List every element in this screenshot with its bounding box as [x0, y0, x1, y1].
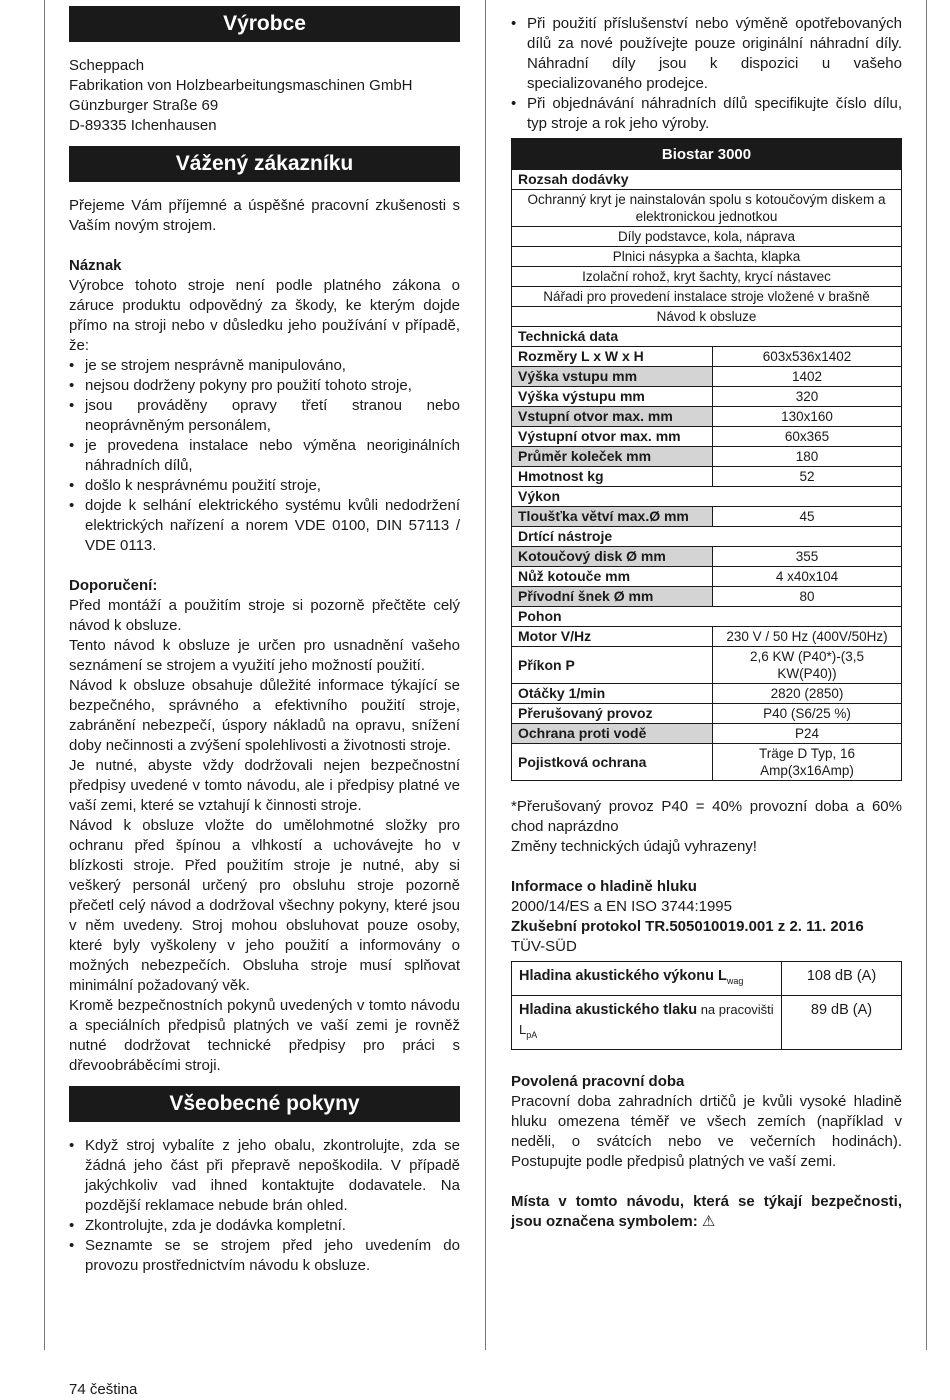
table-row [512, 962, 902, 996]
notice-list [69, 356, 460, 556]
table-row [512, 627, 902, 647]
spec-label: Pojistková ochrana [512, 744, 713, 781]
scope-heading: Rozsah dodávky [512, 170, 902, 190]
drive-heading: Pohon [512, 607, 902, 627]
spec-label: Průměr koleček mm [512, 447, 713, 467]
general-list [69, 1136, 460, 1276]
scope-item: Izolační rohož, kryt šachty, krycí nástavec [512, 267, 902, 287]
spec-value: 130x160 [713, 407, 902, 427]
table-row [512, 467, 902, 487]
table-row [512, 684, 902, 704]
noise-pressure-suffix: na pracovišti L [519, 1001, 774, 1037]
table-row [512, 367, 902, 387]
spec-note: Změny technických údajů vyhrazeny! [511, 838, 757, 855]
recommendation-paragraph: Kromě bezpečnostních pokynů uvedených v tomto návodu a speciálních předpisů platných ve vaší zemi je rovněž nutné dodržovat technické předpisy pro práci s dřevoobráběcími stroji. [69, 997, 460, 1074]
list-item: • Zkontrolujte, zda je dodávka kompletní. [69, 1216, 460, 1236]
table-row [512, 407, 902, 427]
table-row [512, 347, 902, 367]
spec-value: 230 V / 50 Hz (400V/50Hz) [713, 627, 902, 647]
table-row [512, 744, 902, 781]
list-item: • Při objednávání náhradních dílů specifikujte číslo dílu, typ stroje a rok jeho výroby. [511, 94, 902, 134]
spec-value: P24 [713, 724, 902, 744]
noise-power-sub: wag [726, 975, 744, 986]
table-row [512, 427, 902, 447]
tools-heading: Drtící nástroje [512, 527, 902, 547]
spec-value: 2,6 KW (P40*)-(3,5 KW(P40)) [713, 647, 902, 684]
scope-item: Návod k obsluze [512, 307, 902, 327]
spec-label: Otáčky 1/min [512, 684, 713, 704]
recommendation-heading: Doporučení: [69, 577, 158, 594]
page-footer: 74 čeština [69, 1381, 138, 1398]
list-item: • nejsou dodrženy pokyny pro použití tohoto stroje, [69, 376, 460, 396]
recommendation-paragraph: Je nutné, abyste vždy dodržovali nejen bezpečnostní předpisy uvedené v tomto návodu, ale i předpisy platné ve vaší zemi, které se vztahují k činnosti stroje. [69, 757, 460, 814]
noise-pressure-sub: pA [526, 1029, 538, 1040]
worktime-text: Pracovní doba zahradních drtičů je kvůli vysoké hladině hluku omezena téměř ve všech zemích (například v neděli, o svátcích nebo ve večerních hodinách). Postupujte podle předpisů platných ve vaší zemi. [511, 1092, 902, 1170]
spec-value: 45 [713, 507, 902, 527]
general-heading: Všeobecné pokyny [69, 1086, 460, 1122]
spec-note: *Přerušovaný provoz P40 = 40% provozní doba a 60% chod naprázdno [511, 798, 902, 835]
list-item: • Při použití příslušenství nebo výměně opotřebovaných dílů za nové používejte pouze originální náhradní díly. Náhradní díly jsou k dispozici u vašeho specializovaného prodejce. [511, 14, 902, 94]
spec-table [511, 138, 902, 781]
list-item: • je provedena instalace nebo výměna neoriginálních náhradních dílů, [69, 436, 460, 476]
list-item: • je se strojem nesprávně manipulováno, [69, 356, 460, 376]
spec-label: Tloušťka větví max.Ø mm [512, 507, 713, 527]
notice-heading: Náznak [69, 257, 122, 274]
spec-label: Motor V/Hz [512, 627, 713, 647]
noise-protocol: Zkušební protokol TR.505010019.001 z 2. 11. 2016 [511, 918, 864, 935]
list-item: • Seznamte se se strojem před jeho uvedením do provozu prostřednictvím návodu k obsluze. [69, 1236, 460, 1276]
left-column [69, 6, 460, 1276]
spec-value: P40 (S6/25 %) [713, 704, 902, 724]
list-item: • došlo k nesprávnému použití stroje, [69, 476, 460, 496]
noise-power-label-text: Hladina akustického výkonu L [519, 968, 727, 984]
spec-value: 80 [713, 587, 902, 607]
right-margin-line [926, 0, 927, 1350]
scope-item: Nářadi pro provedení instalace stroje vložené v brašně [512, 287, 902, 307]
noise-pressure-label-text: Hladina akustického tlaku [519, 1001, 698, 1018]
manufacturer-address [69, 56, 460, 136]
recommendation-paragraph: Návod k obsluze obsahuje důležité informace týkající se bezpečného, správného a efektivního použití stroje, zabránění nebezpečí, úspory nákladů na opravu, snížení doby nečinnosti a zvýšení spolehlivosti a životnosti stroje. [69, 677, 460, 754]
list-item: • dojde k selhání elektrického systému kvůli nedodržení elektrických nařízení a norem VDE 0100, DIN 57113 / VDE 0113. [69, 496, 460, 556]
table-row [512, 587, 902, 607]
customer-text: Přejeme Vám příjemné a úspěšné pracovní zkušenosti s Vaším novým strojem. [69, 197, 460, 234]
tech-heading: Technická data [512, 327, 902, 347]
safety-note: Místa v tomto návodu, která se týkají bezpečnosti, jsou označena symbolem: ⚠ [511, 1192, 902, 1230]
spec-value: 180 [713, 447, 902, 467]
noise-power-label [512, 962, 782, 996]
spec-label: Nůž kotouče mm [512, 567, 713, 587]
noise-table [511, 961, 902, 1050]
notice-intro: Výrobce tohoto stroje není podle platného zákona o záruce produktu odpovědný za škody, ke kterým dojde přímo na stroji nebo v důsledku jeho používání v případě, že: [69, 277, 460, 354]
left-margin-line [44, 0, 45, 1350]
table-row [512, 547, 902, 567]
power-heading: Výkon [512, 487, 902, 507]
table-row [512, 567, 902, 587]
noise-standard: 2000/14/ES a EN ISO 3744:1995 [511, 898, 732, 915]
spec-label: Hmotnost kg [512, 467, 713, 487]
spec-table-title: Biostar 3000 [512, 139, 902, 170]
scope-item: Díly podstavce, kola, náprava [512, 227, 902, 247]
address-line: Fabrikation von Holzbearbeitungsmaschinen GmbH [69, 77, 413, 94]
spec-label: Přívodní šnek Ø mm [512, 587, 713, 607]
scope-item: Ochranný kryt je nainstalován spolu s kotoučovým diskem a elektronickou jednotkou [512, 190, 902, 227]
table-row [512, 507, 902, 527]
table-row [512, 447, 902, 467]
spec-value: 4 x40x104 [713, 567, 902, 587]
scope-item: Plnici násypka a šachta, klapka [512, 247, 902, 267]
noise-pressure-label [512, 995, 782, 1049]
right-column [511, 14, 902, 1232]
manufacturer-heading: Výrobce [69, 6, 460, 42]
list-item: • jsou prováděny opravy třetí stranou nebo neoprávněným personálem, [69, 396, 460, 436]
table-row [512, 724, 902, 744]
spec-label: Výška výstupu mm [512, 387, 713, 407]
noise-pressure-value: 89 dB (A) [782, 995, 902, 1049]
spec-label: Přerušovaný provoz [512, 704, 713, 724]
recommendation-paragraph: Návod k obsluze vložte do umělohmotné složky pro ochranu před špínou a vlhkostí a uchovávejte ho v blízkosti stroje. Před použitím stroje je nutné, aby si veškerý personál určený pro obsluhu stroje pozorně přečetl celý návod a dodržoval všechny pokyny, které jsou v něm uvedeny. Stroj mohou obsluhovat pouze osoby, které byly vyškoleny v jeho použití a informovány o možných nebezpečích. Obsluha stroje musí splňovat minimální požadovaný věk. [69, 817, 460, 994]
spec-value: 1402 [713, 367, 902, 387]
address-line: Scheppach [69, 57, 145, 74]
spec-label: Kotoučový disk Ø mm [512, 547, 713, 567]
center-divider-line [485, 0, 486, 1350]
address-line: D-89335 Ichenhausen [69, 117, 217, 134]
recommendation-paragraph: Před montáží a použitím stroje si pozorně přečtěte celý návod k obsluze. [69, 597, 460, 634]
table-row [512, 704, 902, 724]
spec-label: Výška vstupu mm [512, 367, 713, 387]
spec-value: Träge D Typ, 16 Amp(3x16Amp) [713, 744, 902, 781]
noise-power-value: 108 dB (A) [782, 962, 902, 996]
list-item: • Když stroj vybalíte z jeho obalu, zkontrolujte, zda se žádná jeho část při přepravě nepoškodila. V případě jakýchkoliv vad ihned kontaktujte dodavatele. Na pozdější reklamace nebude brán ohled. [69, 1136, 460, 1216]
table-row [512, 387, 902, 407]
spec-label: Výstupní otvor max. mm [512, 427, 713, 447]
customer-heading: Vážený zákazníku [69, 146, 460, 182]
recommendation-paragraph: Tento návod k obsluze je určen pro usnadnění vašeho seznámení se strojem a využití jeho možností použití. [69, 637, 460, 674]
spec-label: Rozměry L x W x H [512, 347, 713, 367]
spare-parts-list [511, 14, 902, 134]
spec-value: 2820 (2850) [713, 684, 902, 704]
noise-authority: TÜV-SÜD [511, 938, 577, 955]
spec-value: 60x365 [713, 427, 902, 447]
spec-value: 355 [713, 547, 902, 567]
spec-value: 603x536x1402 [713, 347, 902, 367]
address-line: Günzburger Straße 69 [69, 97, 219, 114]
table-row [512, 995, 902, 1049]
spec-label: Ochrana proti vodě [512, 724, 713, 744]
spec-label: Vstupní otvor max. mm [512, 407, 713, 427]
noise-heading: Informace o hladině hluku [511, 878, 697, 895]
spec-value: 52 [713, 467, 902, 487]
spec-value: 320 [713, 387, 902, 407]
spec-label: Příkon P [512, 647, 713, 684]
worktime-heading: Povolená pracovní doba [511, 1072, 685, 1090]
table-row [512, 647, 902, 684]
